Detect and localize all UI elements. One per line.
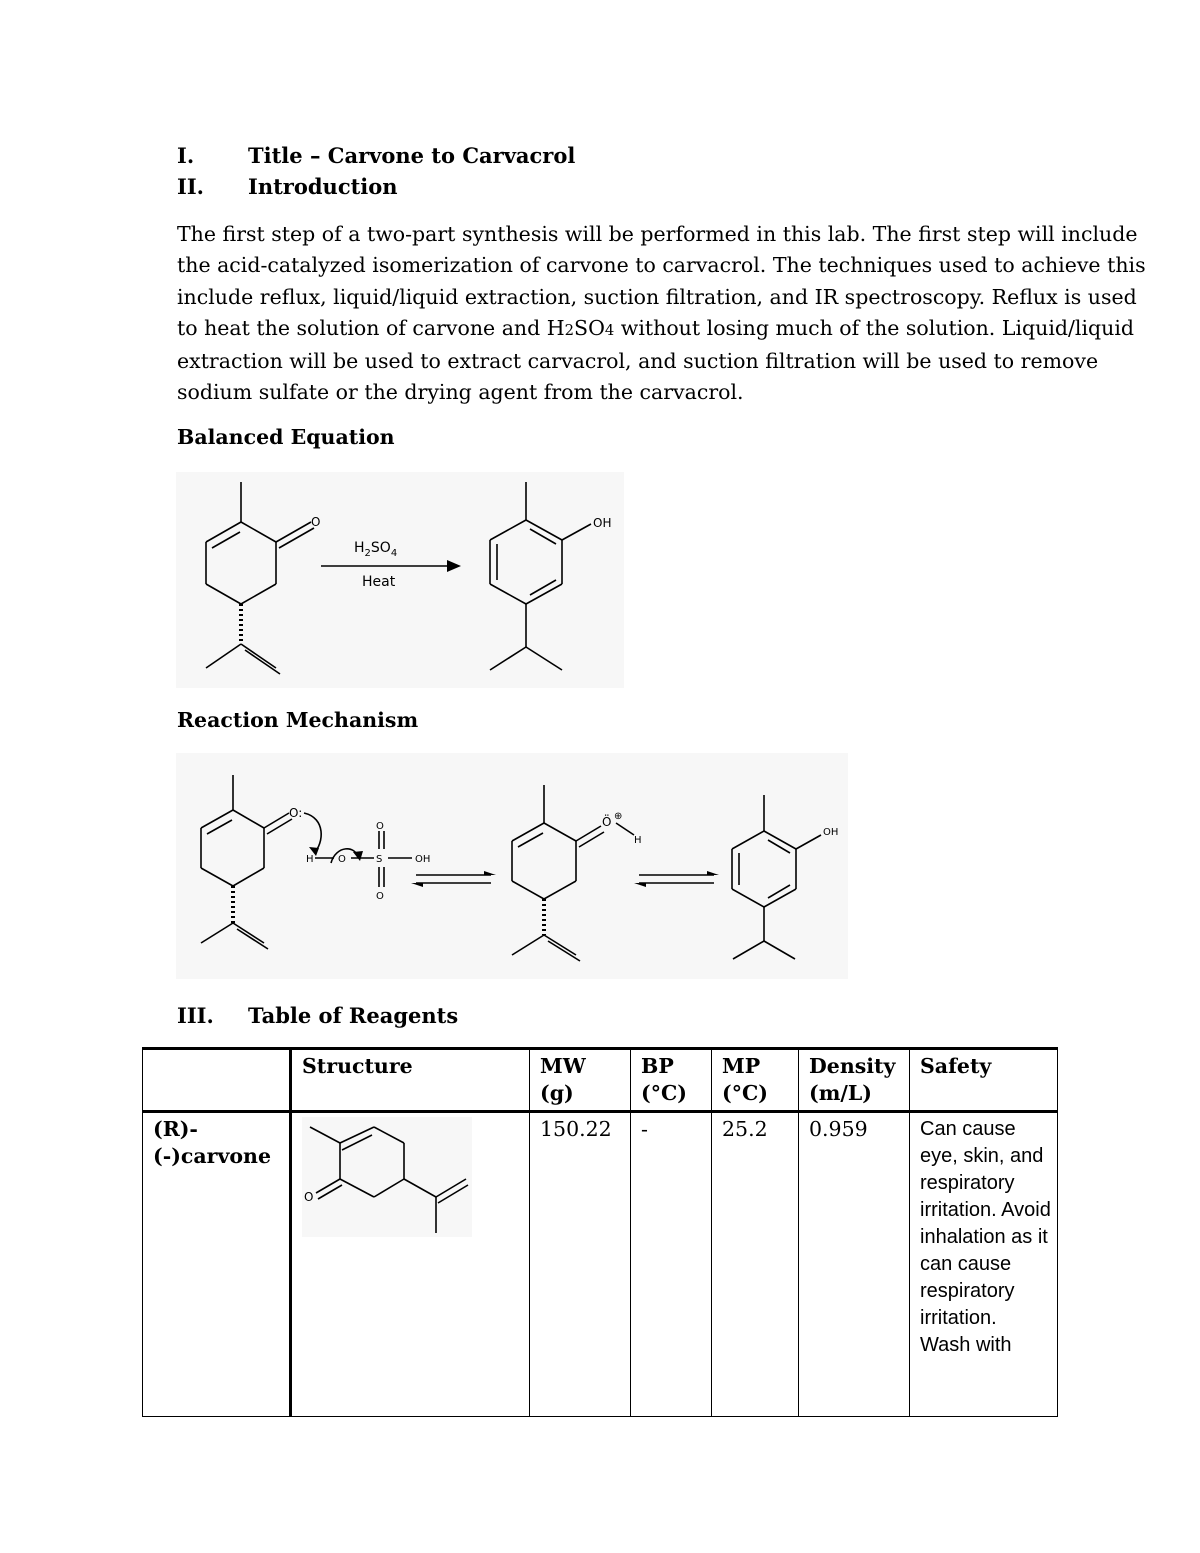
density-cell: 0.959: [799, 1112, 910, 1417]
table-header-row: [143, 1049, 1058, 1112]
intro-line: sodium sulfate or the drying agent from the carvacrol.: [177, 380, 744, 405]
carbonyl-oxygen-label: O: [304, 1190, 314, 1204]
hydrogen-label: H: [306, 854, 314, 865]
intro-line: extraction will be used to extract carvacrol, and suction filtration will be used to remove: [177, 349, 1099, 374]
hydrogen-label: H: [634, 835, 642, 846]
mw-cell: 150.22: [530, 1112, 631, 1417]
carvone-structure-image: [302, 1117, 472, 1237]
oxygen-label: O: [376, 821, 384, 832]
mp-cell: 25.2: [712, 1112, 799, 1417]
intro-text-fragment: to heat the solution of carvone and H: [177, 315, 565, 340]
section-title-heading: [177, 143, 777, 171]
header-name: [143, 1049, 291, 1112]
oxonium-label: Ö: [602, 815, 612, 829]
header-density: Density (m/L): [799, 1049, 910, 1112]
carbonyl-oxygen-label: O:: [289, 806, 303, 820]
intro-line: the acid-catalyzed isomerization of carvone to carvacrol. The techniques used to achieve this: [177, 253, 1146, 278]
condition-label: Heat: [362, 574, 396, 590]
reaction-mechanism-label: Reaction Mechanism: [177, 708, 419, 732]
hydroxyl-label: OH: [415, 854, 431, 865]
intro-line: [177, 313, 1135, 346]
bp-cell: -: [631, 1112, 712, 1417]
structure-cell: [291, 1112, 530, 1417]
carbonyl-oxygen-label: O: [311, 515, 321, 529]
header-mw: MW (g): [530, 1049, 631, 1112]
intro-text-fragment: without losing much of the solution. Liquid/liquid: [614, 315, 1135, 340]
introduction-paragraph: [177, 219, 1146, 409]
intro-line: include reflux, liquid/liquid extraction, suction filtration, and IR spectroscopy. Reflux is used: [177, 284, 1137, 309]
balanced-equation-figure: [176, 472, 624, 688]
reagents-table: [142, 1047, 1058, 1417]
section-number: I.: [177, 143, 195, 168]
header-safety: Safety: [910, 1049, 1058, 1112]
balanced-equation-label: Balanced Equation: [177, 425, 395, 449]
section-text: Title – Carvone to Carvacrol: [248, 143, 576, 168]
subscript: 2: [564, 321, 575, 339]
section-introduction-heading: [177, 174, 777, 202]
sulfur-label: S: [376, 854, 383, 865]
section-text: Introduction: [248, 174, 398, 199]
header-structure: Structure: [291, 1049, 530, 1112]
hydroxyl-label: OH: [823, 827, 839, 838]
section-reagents-heading: [177, 1003, 777, 1031]
header-bp: BP (°C): [631, 1049, 712, 1112]
table-row: [143, 1112, 1058, 1417]
section-text: Table of Reagents: [248, 1003, 459, 1028]
oxygen-label: O: [338, 854, 346, 865]
positive-charge-icon: ⊕: [614, 811, 623, 822]
header-mp: MP (°C): [712, 1049, 799, 1112]
intro-line: The first step of a two-part synthesis will be performed in this lab. The first step will include: [177, 222, 1138, 246]
reagent-name-cell: (R)- (-)carvone: [143, 1112, 291, 1417]
hydroxyl-label: OH: [593, 516, 612, 530]
subscript: 4: [604, 321, 615, 339]
intro-text-fragment: SO: [574, 315, 605, 340]
section-number: III.: [177, 1003, 214, 1028]
oxygen-label: O: [376, 891, 384, 902]
safety-cell: [910, 1112, 1058, 1417]
reaction-mechanism-figure: [176, 753, 848, 979]
section-number: II.: [177, 174, 204, 199]
safety-text: Can cause eye, skin, and respiratory irritation. Avoid inhalation as it can cause respiratory irritation. Wash with: [920, 1118, 1051, 1356]
reagent-label: $H_2SO_4$: [354, 540, 398, 559]
